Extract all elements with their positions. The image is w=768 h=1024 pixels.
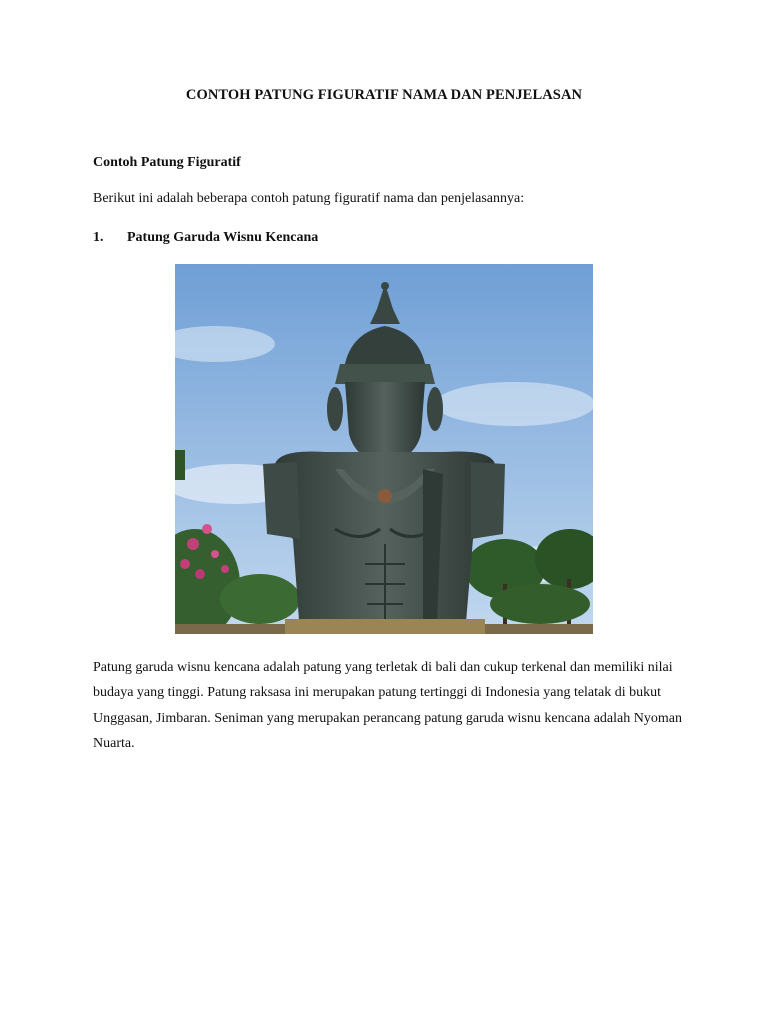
pedestal [285,619,485,634]
intro-text: Berikut ini adalah beberapa contoh patung figuratif nama dan penjelasannya: [93,191,525,206]
statue-illustration [175,264,593,634]
item-heading [93,230,318,246]
document-title: CONTOH PATUNG FIGURATIF NAMA DAN PENJELASAN [185,87,583,103]
item-title: Patung Garuda Wisnu Kencana [127,230,319,245]
section-heading: Contoh Patung Figuratif [93,155,241,170]
item-number: 1. [93,230,104,245]
item-paragraph: Patung garuda wisnu kencana adalah patung yang terletak di bali dan cukup terkenal dan memiliki nilai budaya yang tinggi. Patung raksasa ini merupakan patung tertinggi di Indonesia yang telatak di bukut Unggasan, Jimbaran. Seniman yang merupakan perancang patung garuda wisnu kencana adalah Nyoman Nuarta. [93,660,682,751]
statue-photo [175,264,593,634]
cloud [435,382,593,426]
